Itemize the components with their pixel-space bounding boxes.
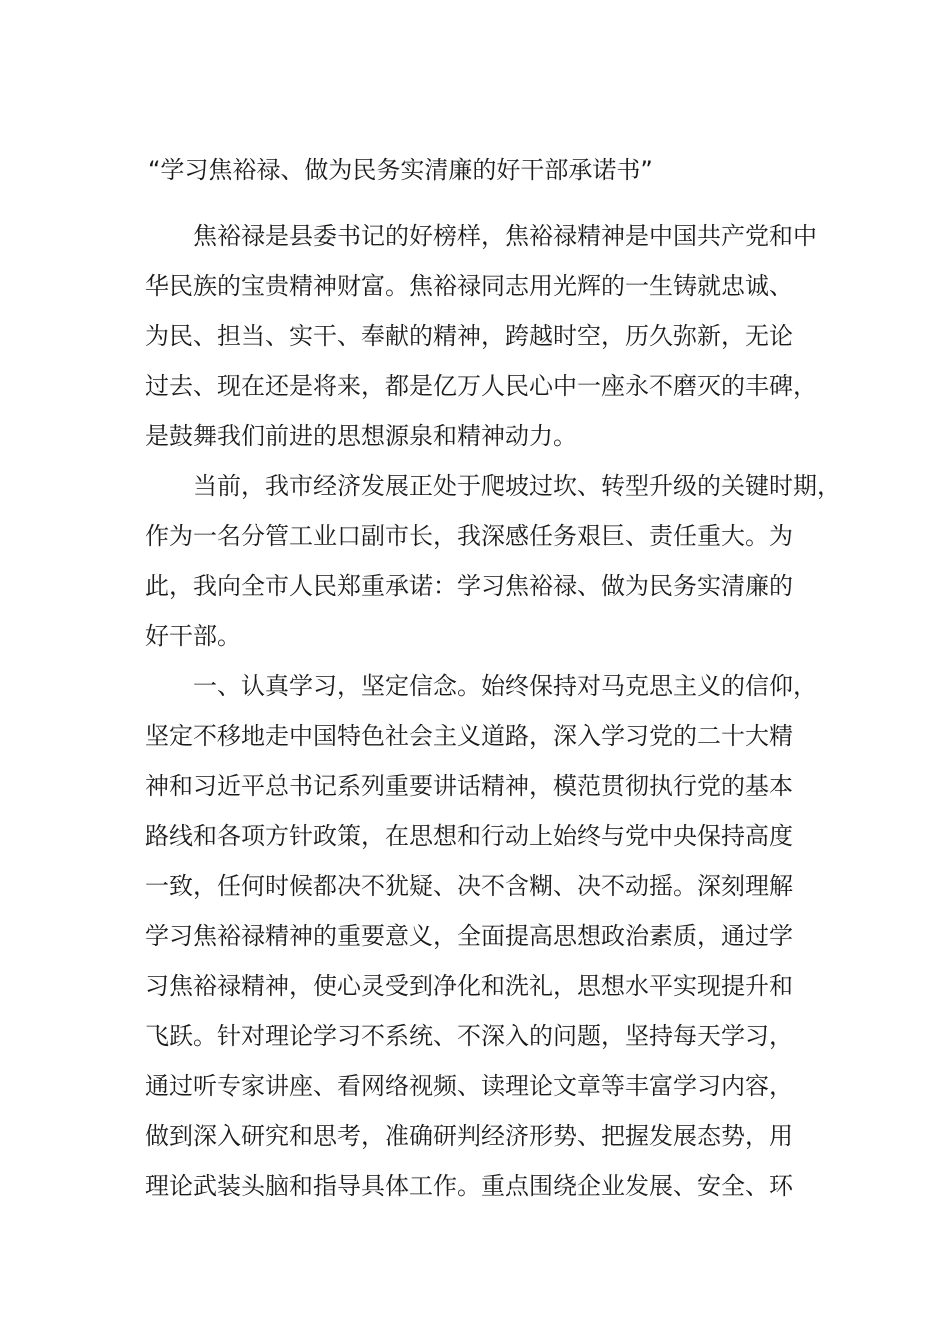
body-line: 学习焦裕禄精神的重要意义，全面提高思想政治素质，通过学 (145, 922, 793, 950)
body-line: 为民、担当、实干、奉献的精神，跨越时空，历久弥新，无论 (145, 322, 793, 350)
body-line: 习焦裕禄精神，使心灵受到净化和洗礼，思想水平实现提升和 (145, 972, 793, 1000)
body-line: 过去、现在还是将来，都是亿万人民心中一座永不磨灭的丰碑， (145, 372, 817, 400)
body-line: 是鼓舞我们前进的思想源泉和精神动力。 (145, 422, 577, 450)
body-line: 好干部。 (145, 622, 241, 650)
body-line: 作为一名分管工业口副市长，我深感任务艰巨、责任重大。为 (145, 522, 793, 550)
body-line: 神和习近平总书记系列重要讲话精神，模范贯彻执行党的基本 (145, 772, 793, 800)
body-line: 此，我向全市人民郑重承诺：学习焦裕禄、做为民务实清廉的 (145, 572, 793, 600)
body-line: 做到深入研究和思考，准确研判经济形势、把握发展态势，用 (145, 1122, 793, 1150)
body-line: 理论武装头脑和指导具体工作。重点围绕企业发展、安全、环 (145, 1172, 793, 1200)
body-line: 华民族的宝贵精神财富。焦裕禄同志用光辉的一生铸就忠诚、 (145, 272, 793, 300)
body-line: 一致，任何时候都决不犹疑、决不含糊、决不动摇。深刻理解 (145, 872, 793, 900)
document-title: “学习焦裕禄、做为民务实清廉的好干部承诺书” (148, 156, 653, 184)
body-line: 通过听专家讲座、看网络视频、读理论文章等丰富学习内容， (145, 1072, 793, 1100)
body-line: 路线和各项方针政策，在思想和行动上始终与党中央保持高度 (145, 822, 793, 850)
body-line: 当前，我市经济发展正处于爬坡过坎、转型升级的关键时期， (145, 472, 841, 500)
body-line: 焦裕禄是县委书记的好榜样，焦裕禄精神是中国共产党和中 (145, 222, 817, 250)
body-line: 坚定不移地走中国特色社会主义道路，深入学习党的二十大精 (145, 722, 793, 750)
body-line: 一、认真学习，坚定信念。始终保持对马克思主义的信仰， (145, 672, 817, 700)
body-line: 飞跃。针对理论学习不系统、不深入的问题，坚持每天学习， (145, 1022, 793, 1050)
